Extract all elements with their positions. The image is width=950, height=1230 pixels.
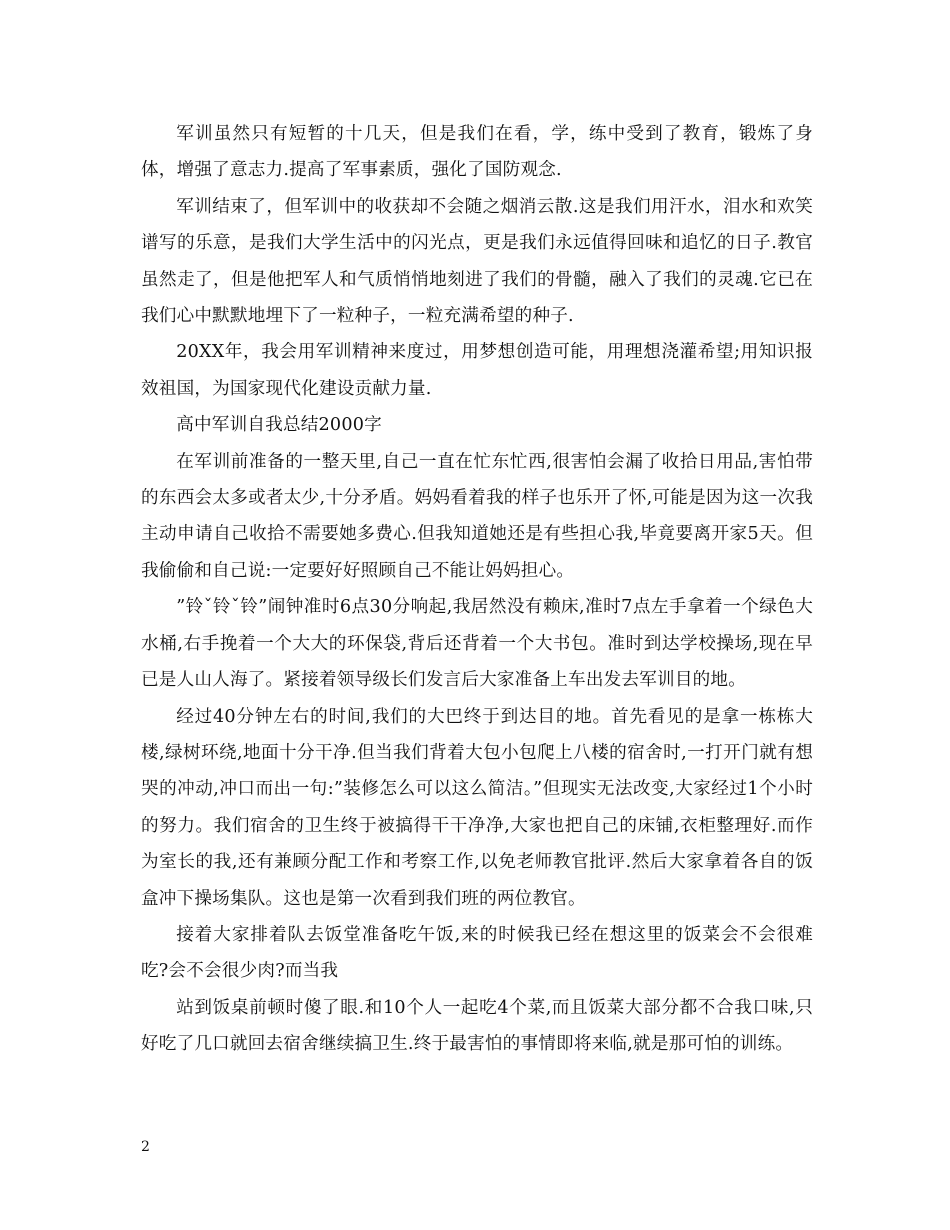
paragraph-7: 经过40分钟左右的时间,我们的大巴终于到达目的地。首先看见的是拿一栋栋大楼,绿树环绕,地面十分干净.但当我们背着大包小包爬上八楼的宿舍时,一打开门就有想哭的冲动,冲口而出一句:”装修怎么可以这么简洁。”但现实无法改变,大家经过1个小时的努力。我们宿舍的卫生终于被搞得干干净净,大家也把自己的床铺,衣柜整理好.而作为室长的我,还有兼顾分配工作和考察工作,以免老师教官批评.然后大家拿着各自的饭盒冲下操场集队。这也是第一次看到我们班的两位教官。 — [141, 706, 813, 909]
paragraph-6: ”铃ˇ铃ˇ铃”闹钟准时6点30分响起,我居然没有赖床,准时7点左手拿着一个绿色大水桶,右手挽着一个大大的环保袋,背后还背着一个大书包。准时到达学校操场,现在早已是人山人海了。紧接着领导级长们发言后大家准备上车出发去军训目的地。 — [141, 597, 813, 691]
paragraph-2: 军训结束了，但军训中的收获却不会随之烟消云散.这是我们用汗水，泪水和欢笑谱写的乐意，是我们大学生活中的闪光点，更是我们永远值得回味和追忆的日子.教官虽然走了，但是他把军人和气质悄悄地刻进了我们的骨髓，融入了我们的灵魂.它已在我们心中默默地埋下了一粒种子，一粒充满希望的种子. — [141, 196, 813, 327]
paragraph-5: 在军训前准备的一整天里,自己一直在忙东忙西,很害怕会漏了收拾日用品,害怕带的东西会太多或者太少,十分矛盾。妈妈看着我的样子也乐开了怀,可能是因为这一次我主动申请自己收拾不需要她多费心.但我知道她还是有些担心我,毕竟要离开家5天。但我偷偷和自己说:一定要好好照顾自己不能让妈妈担心。 — [141, 451, 813, 581]
paragraph-3: 20XX年，我会用军训精神来度过，用梦想创造可能，用理想浇灌希望;用知识报效祖国，为国家现代化建设贡献力量. — [141, 342, 813, 399]
paragraph-8: 接着大家排着队去饭堂准备吃午饭,来的时候我已经在想这里的饭菜会不会很难吃?会不会很少肉?而当我 — [141, 924, 813, 982]
document-body — [141, 116, 813, 1063]
paragraph-9: 站到饭桌前顿时傻了眼.和10个人一起吃4个菜,而且饭菜大部分都不合我口味,只好吃了几口就回去宿舍继续搞卫生.终于最害怕的事情即将来临,就是那可怕的训练。 — [141, 997, 813, 1055]
section-heading: 高中军训自我总结2000字 — [176, 415, 382, 436]
paragraph-1: 军训虽然只有短暂的十几天，但是我们在看，学，练中受到了教育，锻炼了身体，增强了意志力.提高了军事素质，强化了国防观念. — [141, 124, 813, 181]
page-number: 2 — [141, 1139, 150, 1155]
